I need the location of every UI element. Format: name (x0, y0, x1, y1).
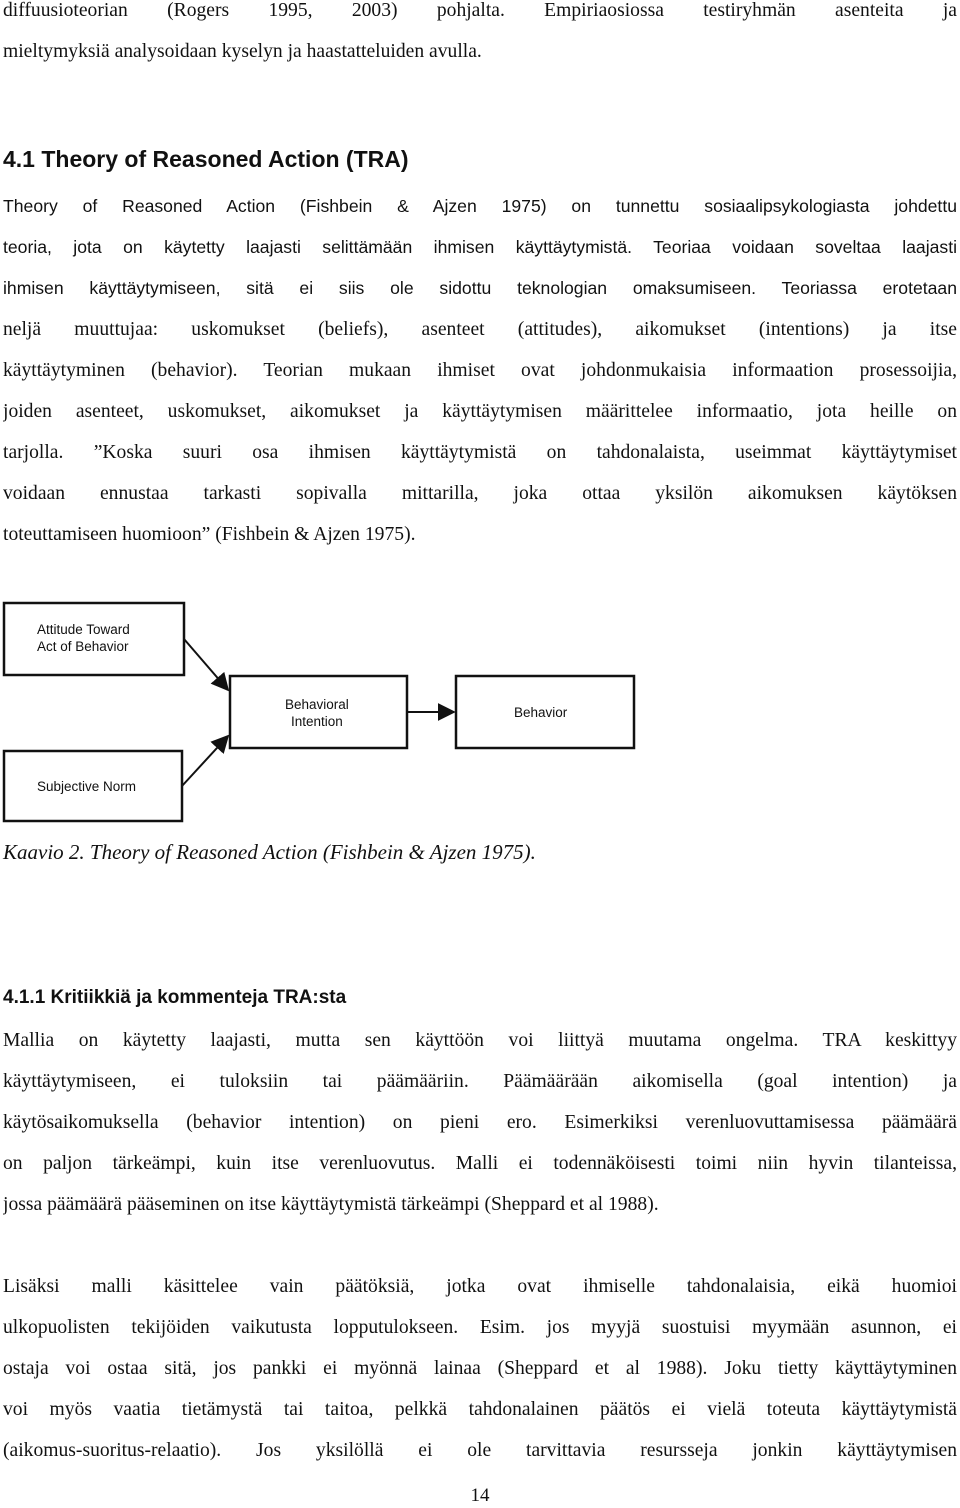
text-line: käytösaikomuksella (behavior intention) on pieni ero. Esimerkiksi verenluovuttamisessa päämäärä (3, 1112, 957, 1133)
arrow-attitude-to-intention (184, 639, 228, 690)
intention-label-line1: Behavioral (285, 697, 349, 712)
section-paragraph (3, 186, 957, 555)
text-line: Theory of Reasoned Action (Fishbein & Ajzen 1975) on tunnettu sosiaalipsykologiasta johdettu (3, 196, 957, 216)
text-line: jossa päämäärä pääseminen on itse käyttäytymistä tärkeämpi (Sheppard et al 1988). (3, 1194, 659, 1215)
text-line: käyttäytymiseen, ei tuloksiin tai päämääriin. Päämäärään aikomisella (goal intention) ja (3, 1071, 957, 1092)
text-line: voi myös vaatia tietämystä tai taitoa, pelkkä tahdonalainen päätös ei vielä toteuta käyttäytymistä (3, 1399, 957, 1420)
attitude-label-line2: Act of Behavior (37, 639, 129, 654)
behavior-node (456, 676, 634, 748)
text-line: on paljon tärkeämpi, kuin itse verenluovutus. Malli ei todennäköisesti toimi niin hyvin tilanteissa, (3, 1153, 957, 1174)
intention-node (230, 676, 407, 748)
text-line: toteuttamiseen huomioon” (Fishbein & Ajzen 1975). (3, 524, 416, 545)
text-line: ihmisen käyttäytymiseen, sitä ei siis ole sidottu teknologian omaksumiseen. Teoriassa erotetaan (3, 278, 957, 298)
text-line: joiden asenteet, uskomukset, aikomukset ja käyttäytymisen määrittelee informaatio, jota heille on (3, 401, 957, 422)
subjective-norm-label: Subjective Norm (37, 779, 137, 794)
subsection-heading: 4.1.1 Kritiikkiä ja kommenteja TRA:sta (3, 987, 347, 1008)
section-heading: 4.1 Theory of Reasoned Action (TRA) (3, 146, 409, 172)
text-line: Lisäksi malli käsittelee vain päätöksiä, jotka ovat ihmiselle tahdonalaisia, eikä huomioi (3, 1276, 957, 1297)
text-line: mieltymyksiä analysoidaan kyselyn ja haastatteluiden avulla. (3, 41, 482, 62)
text-line: käyttäytyminen (behavior). Teorian mukaan ihmiset ovat johdonmukaisia informaation prosessoijia, (3, 360, 957, 381)
text-line: neljä muuttujaa: uskomukset (beliefs), asenteet (attitudes), aikomukset (intentions) ja itse (3, 319, 957, 340)
tra-diagram (0, 598, 960, 823)
text-line: ostaja voi ostaa sitä, jos pankki ei myönnä lainaa (Sheppard et al 1988). Joku tietty käyttäytyminen (3, 1358, 957, 1379)
subsection-paragraph-1 (3, 1020, 957, 1225)
arrow-norm-to-intention (182, 736, 228, 786)
text-line: (aikomus-suoritus-relaatio). Jos yksilöllä ei ole tarvittavia resursseja jonkin käyttäytymisen (3, 1440, 957, 1461)
intention-label-line2: Intention (291, 714, 343, 729)
diagram-caption: Kaavio 2. Theory of Reasoned Action (Fishbein & Ajzen 1975). (3, 840, 536, 864)
text-line: voidaan ennustaa tarkasti sopivalla mittarilla, joka ottaa yksilön aikomuksen käytöksen (3, 483, 957, 504)
subjective-norm-node (4, 751, 182, 821)
text-line: tarjolla. ”Koska suuri osa ihmisen käyttäytymistä on tahdonalaista, useimmat käyttäytymiset (3, 442, 957, 463)
intention-box (230, 676, 407, 748)
attitude-node (4, 603, 184, 675)
attitude-label-line1: Attitude Toward (37, 622, 130, 637)
text-line: diffuusioteorian (Rogers 1995, 2003) pohjalta. Empiriaosiossa testiryhmän asenteita ja (3, 0, 957, 21)
page-number: 14 (470, 1485, 490, 1506)
intro-paragraph (3, 0, 957, 72)
behavior-label: Behavior (514, 705, 568, 720)
text-line: Mallia on käytetty laajasti, mutta sen käyttöön voi liittyä muutama ongelma. TRA keskittyy (3, 1030, 957, 1051)
text-line: ulkopuolisten tekijöiden vaikutusta lopputulokseen. Esim. jos myyjä suostuisi myymään asunnon, ei (3, 1317, 957, 1338)
text-line: teoria, jota on käytetty laajasti selittämään ihmisen käyttäytymistä. Teoriaa voidaan soveltaa laajasti (3, 237, 957, 257)
subsection-paragraph-2 (3, 1266, 957, 1471)
